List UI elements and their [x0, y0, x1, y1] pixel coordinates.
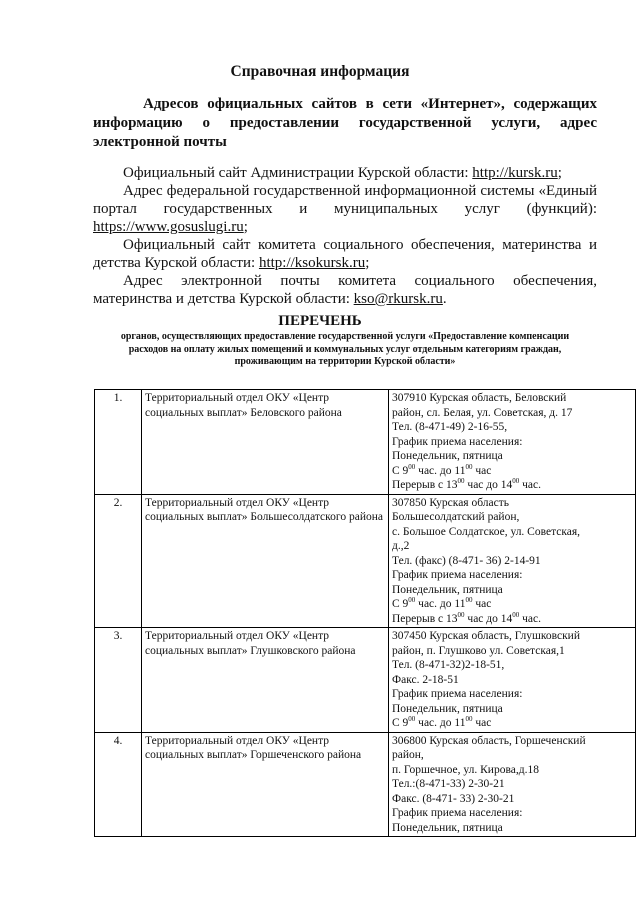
hours-line: С $9^{00}$ час. до $11^{00}$ час: [392, 596, 492, 610]
row-number: 1.: [95, 390, 142, 495]
office-address: [389, 390, 636, 495]
office-name: Территориальный отдел ОКУ «Центр социальных выплат» Горшеченского района: [142, 732, 389, 837]
address-line: Тел.:(8-471-33) 2-30-21: [392, 778, 505, 790]
address-line: Тел. (8-471-32)2-18-51,: [392, 659, 505, 671]
address-line: Тел. (факс) (8-471- 36) 2-14-91: [392, 554, 541, 567]
address-line: 307450 Курская область, Глушковский: [392, 630, 580, 642]
address-line: Факс. (8-471- 33) 2-30-21: [392, 792, 515, 805]
address-line: Понедельник, пятница: [392, 450, 503, 462]
address-line: 307850 Курская область: [392, 496, 509, 509]
info-paragraph: Официальный сайт Администрации Курской области: http://kursk.ru;: [123, 165, 562, 181]
row-number: 2.: [95, 494, 142, 628]
address-line: 306800 Курская область, Горшеченский: [392, 734, 586, 747]
contact-info-block: [93, 164, 597, 308]
row-number: 3.: [95, 628, 142, 733]
address-line: График приема населения:: [392, 688, 523, 700]
office-address: [389, 732, 636, 837]
table-row: [95, 494, 636, 628]
list-title: ПЕРЕЧЕНЬ: [278, 313, 362, 329]
address-line: район, п. Глушково ул. Советская,1: [392, 644, 565, 657]
list-subtitle: органов, осуществляющих предоставление государственной услуги «Предоставление компенсации расходов на оплату жилых помещений и коммунальных услуг отдельным категориям граждан, проживающим на территории Курской области»: [120, 331, 570, 367]
address-line: Большесолдатский район,: [392, 511, 520, 523]
office-address: [389, 628, 636, 733]
info-link[interactable]: kso@rkursk.ru: [353, 291, 443, 307]
address-line: График приема населения:: [392, 569, 523, 581]
info-paragraph: Официальный сайт комитета социального обеспечения, материнства и детства Курской области: http://ksokursk.ru;: [93, 237, 597, 271]
address-line: Понедельник, пятница: [392, 583, 503, 596]
section-heading: Адресов официальных сайтов в сети «Интернет», содержащих информацию о предоставлении государственной услуги, адрес электронной почты: [93, 96, 597, 150]
address-line: п. Горшечное, ул. Кирова,д.18: [392, 763, 539, 776]
hours-line: С $9^{00}$ час. до $11^{00}$ час: [392, 715, 492, 729]
address-line: д.,2: [392, 540, 410, 552]
office-name: Территориальный отдел ОКУ «Центр социальных выплат» Большесолдатского района: [142, 494, 389, 628]
address-line: Факс. 2-18-51: [392, 673, 459, 686]
info-link[interactable]: https://www.gosuslugi.ru: [93, 219, 244, 235]
address-line: Понедельник, пятница: [392, 821, 503, 834]
office-name: Территориальный отдел ОКУ «Центр социальных выплат» Глушковского района: [142, 628, 389, 733]
hours-line: С $9^{00}$ час. до $11^{00}$ час: [392, 462, 492, 477]
address-line: График приема населения:: [392, 807, 523, 819]
table-row: [95, 628, 636, 733]
info-link[interactable]: http://kursk.ru: [472, 165, 558, 181]
info-paragraph: Адрес электронной почты комитета социального обеспечения, материнства и детства Курской области: kso@rkursk.ru.: [93, 273, 597, 307]
address-line: район, сл. Белая, ул. Советская, д. 17: [392, 406, 573, 419]
address-line: с. Большое Солдатское, ул. Советская,: [392, 525, 581, 538]
row-number: 4.: [95, 732, 142, 837]
table-row: [95, 390, 636, 495]
office-name: Территориальный отдел ОКУ «Центр социальных выплат» Беловского района: [142, 390, 389, 495]
info-paragraph: Адрес федеральной государственной информационной системы «Единый портал государственных и муниципальных услуг (функций): https://www.gosuslugi.ru;: [93, 183, 597, 235]
table-row: [95, 732, 636, 837]
address-line: Понедельник, пятница: [392, 702, 503, 715]
info-link[interactable]: http://ksokursk.ru: [258, 255, 366, 271]
offices-table: [94, 389, 636, 837]
address-line: График приема населения:: [392, 435, 523, 448]
hours-line: Перерыв с $13^{00}$ час до $14^{00}$ час.: [392, 610, 541, 625]
address-line: Тел. (8-471-49) 2-16-55,: [392, 421, 508, 433]
office-address: [389, 494, 636, 628]
hours-line: Перерыв с $13^{00}$ час до $14^{00}$ час.: [392, 477, 541, 491]
address-line: район,: [392, 749, 424, 761]
page-title: Справочная информация: [230, 63, 410, 80]
address-line: 307910 Курская область, Беловский: [392, 392, 567, 404]
